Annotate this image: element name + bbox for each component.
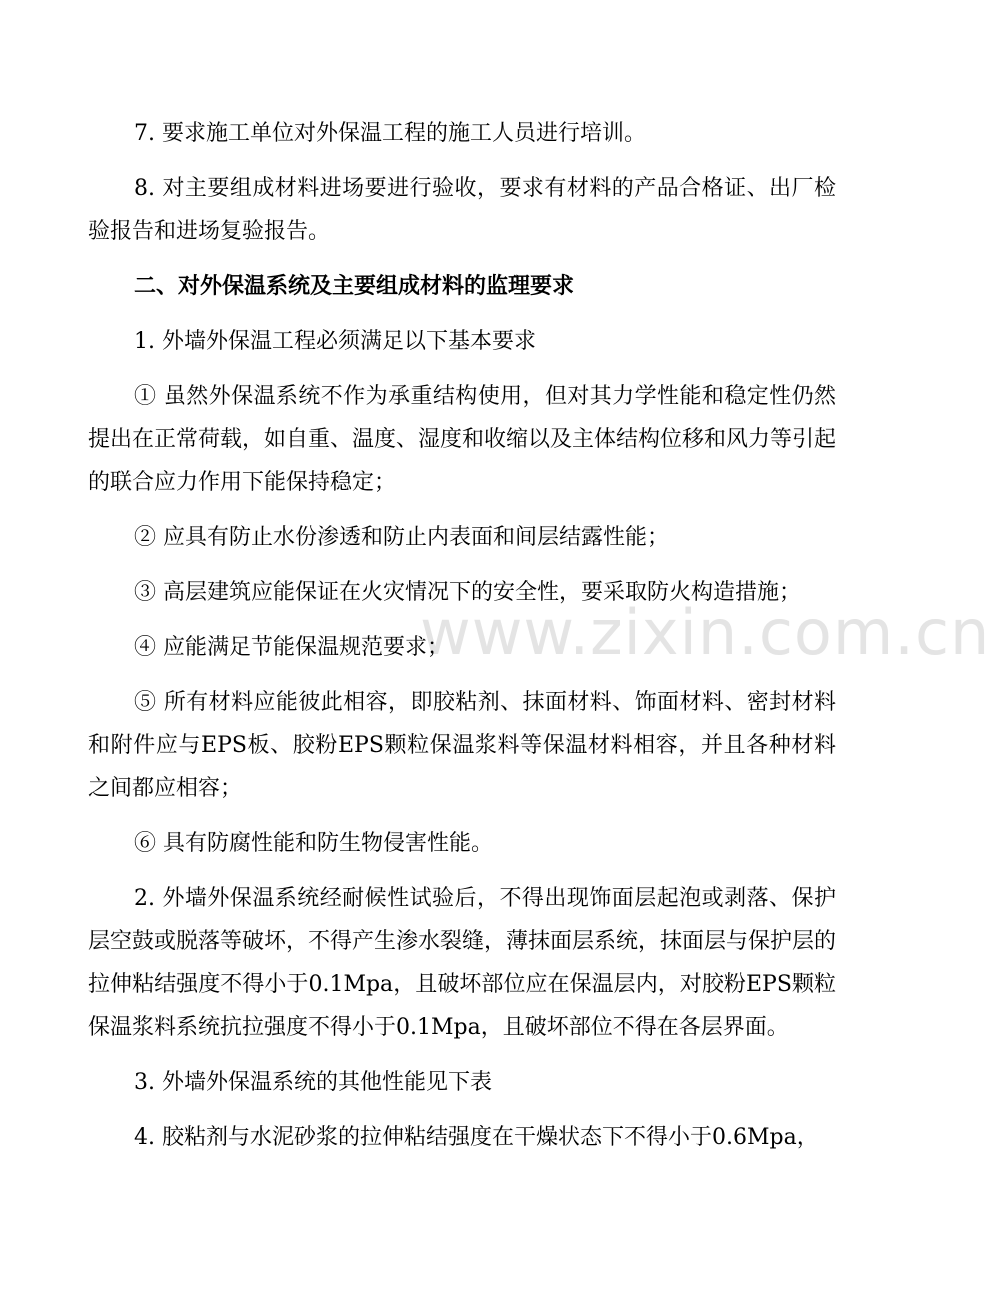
paragraph-requirements-intro: 1. 外墙外保温工程必须满足以下基本要求 — [134, 329, 536, 354]
list-item-6: ⑥ 具有防腐性能和防生物侵害性能。 — [134, 831, 493, 856]
list-item-4: ④ 应能满足节能保温规范要求； — [134, 635, 449, 660]
paragraph-8: 8. 对主要组成材料进场要进行验收，要求有材料的产品合格证、出厂检验报告和进场复验报告。 — [88, 176, 836, 244]
watermark-text: www.zixin.com.cn — [420, 596, 990, 669]
list-item-5: ⑤ 所有材料应能彼此相容，即胶粘剂、抹面材料、饰面材料、密封材料和附件应与EPS板、胶粉EPS颗粒保温浆料等保温材料相容，并且各种材料之间都应相容； — [88, 690, 836, 801]
section-heading: 二、对外保温系统及主要组成材料的监理要求 — [134, 273, 575, 299]
paragraph-adhesive-strength: 4. 胶粘剂与水泥砂浆的拉伸粘结强度在干燥状态下不得小于0.6Mpa， — [134, 1125, 819, 1150]
list-item-3: ③ 高层建筑应能保证在火灾情况下的安全性，要采取防火构造措施； — [134, 580, 801, 605]
paragraph-7: 7. 要求施工单位对外保温工程的施工人员进行培训。 — [134, 121, 646, 146]
paragraph-weathering-test: 2. 外墙外保温系统经耐候性试验后，不得出现饰面层起泡或剥落、保护层空鼓或脱落等破坏，不得产生渗水裂缝，薄抹面层系统，抹面层与保护层的拉伸粘结强度不得小于0.1Mpa，且破坏部位应在保温层内，对胶粉EPS颗粒保温浆料系统抗拉强度不得小于0.1Mpa，且破坏部位不得在各层界面。 — [88, 886, 837, 1040]
list-item-2: ② 应具有防止水份渗透和防止内表面和间层结露性能； — [134, 525, 669, 550]
paragraph-other-performance: 3. 外墙外保温系统的其他性能见下表 — [134, 1070, 492, 1095]
list-item-1: ① 虽然外保温系统不作为承重结构使用，但对其力学性能和稳定性仍然提出在正常荷载，如自重、温度、湿度和收缩以及主体结构位移和风力等引起的联合应力作用下能保持稳定； — [88, 384, 837, 495]
